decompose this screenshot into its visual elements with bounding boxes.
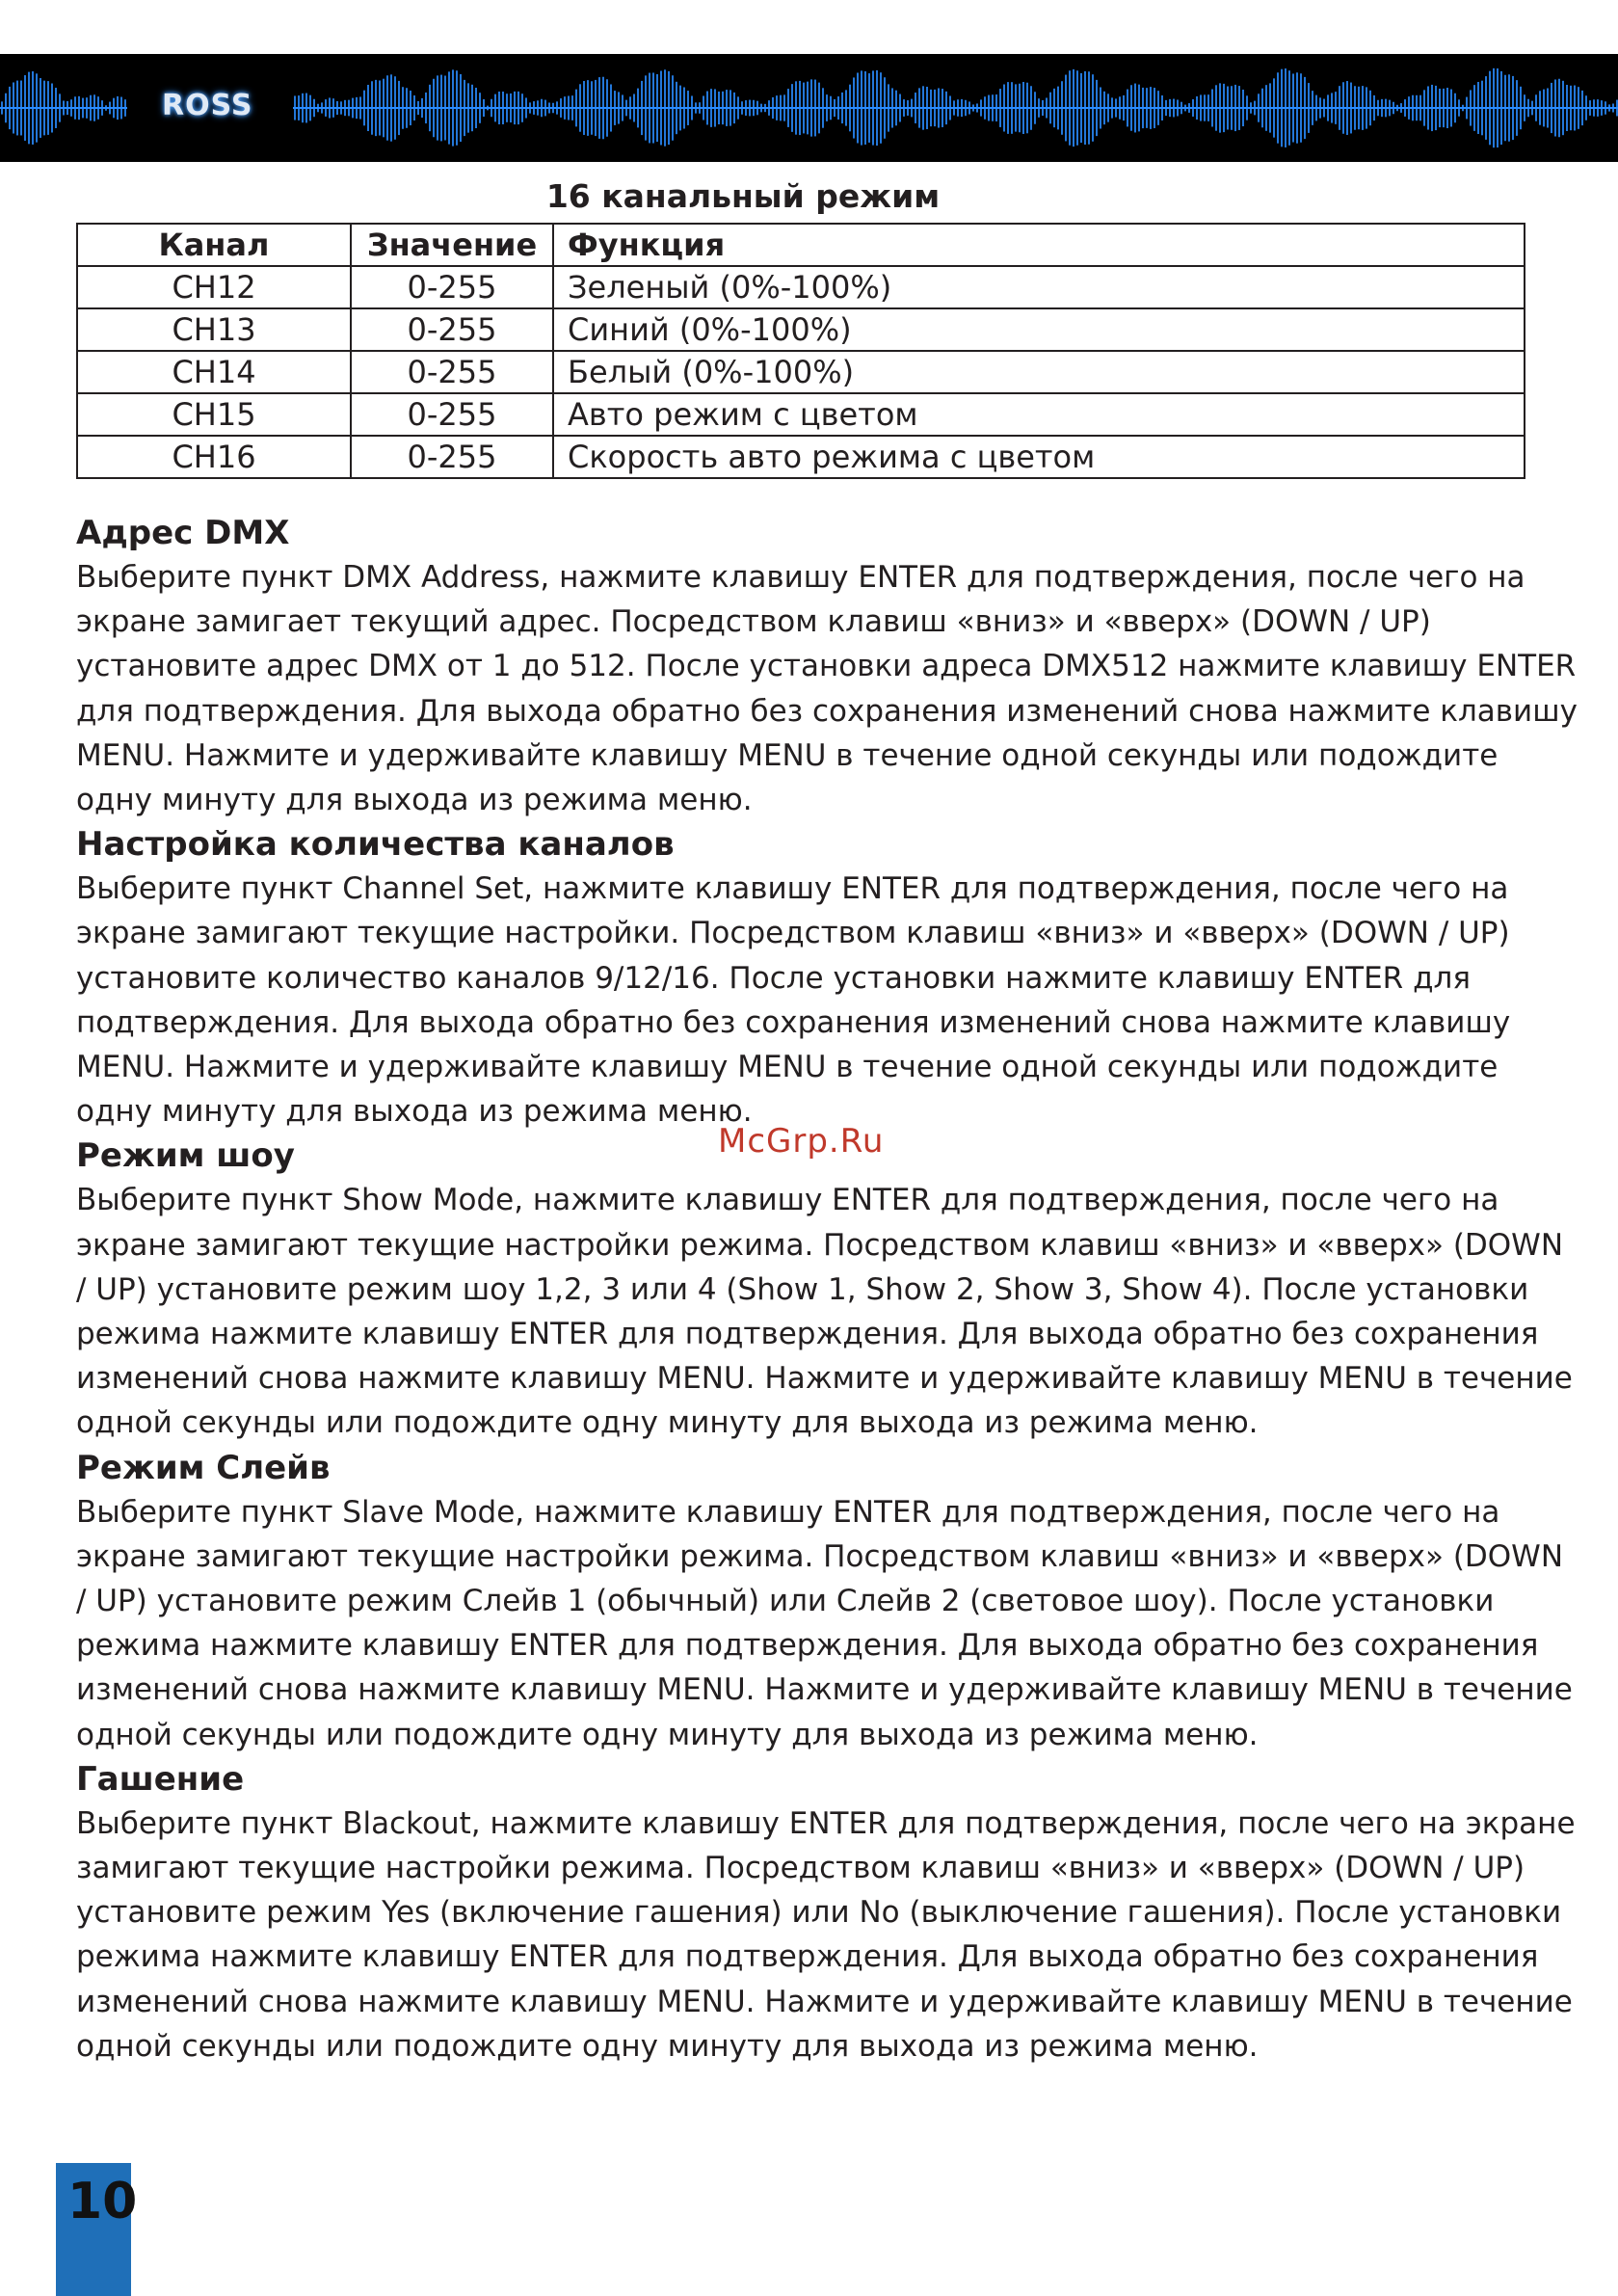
table-header-row: [77, 224, 1525, 266]
cell-function: Авто режим с цветом: [553, 393, 1525, 436]
table-row: [77, 351, 1525, 393]
cell-value: 0-255: [351, 436, 553, 478]
table-row: [77, 436, 1525, 478]
cell-function: Синий (0%-100%): [553, 308, 1525, 351]
channel-table: [76, 223, 1525, 479]
column-header-channel: Канал: [77, 224, 351, 266]
section-blackout: [76, 1757, 1579, 2069]
section-body: Выберите пункт Show Mode, нажмите клавишу ENTER для подтверждения, после чего на экране замигают текущие настройки режима. Посредством клавиш «вниз» и «вверх» (DOWN / UP) установите режим шоу 1,2, 3 или 4 (Show 1, Show 2, Show 3, Show 4). После установки режима нажмите клавишу ENTER для подтверждения. Для выхода обратно без сохранения изменений снова нажмите клавишу MENU. Нажмите и удерживайте клавишу MENU в течение одной секунды или подождите одну минуту для выхода из режима меню.: [76, 1183, 1573, 1441]
cell-function: Скорость авто режима с цветом: [553, 436, 1525, 478]
cell-function: Зеленый (0%-100%): [553, 266, 1525, 308]
cell-channel: CH16: [77, 436, 351, 478]
cell-channel: CH14: [77, 351, 351, 393]
section-show-mode: [76, 1134, 1579, 1445]
section-heading: Режим Слейв: [76, 1448, 331, 1487]
cell-channel: CH15: [77, 393, 351, 436]
cell-value: 0-255: [351, 266, 553, 308]
table-row: [77, 308, 1525, 351]
table-row: [77, 266, 1525, 308]
section-slave-mode: [76, 1446, 1579, 1757]
section-heading: Настройка количества каналов: [76, 825, 675, 865]
brand-logo: ROSS: [162, 89, 253, 122]
section-dmx-address: [76, 511, 1579, 822]
cell-value: 0-255: [351, 351, 553, 393]
section-channel-set: [76, 822, 1579, 1134]
column-header-function: Функция: [553, 224, 1525, 266]
section-body: Выберите пункт DMX Address, нажмите клавишу ENTER для подтверждения, после чего на экране замигает текущий адрес. Посредством клавиш «вниз» и «вверх» (DOWN / UP) установите адрес DMX от 1 до 512. После установки адреса DMX512 нажмите клавишу ENTER для подтверждения. Для выхода обратно без сохранения изменений снова нажмите клавишу MENU. Нажмите и удерживайте клавишу MENU в течение одной секунды или подождите одну минуту для выхода из режима меню.: [76, 560, 1578, 818]
watermark: McGrp.Ru: [718, 1122, 885, 1161]
cell-function: Белый (0%-100%): [553, 351, 1525, 393]
column-header-value: Значение: [351, 224, 553, 266]
cell-value: 0-255: [351, 393, 553, 436]
section-body: Выберите пункт Channel Set, нажмите клавишу ENTER для подтверждения, после чего на экране замигают текущие настройки. Посредством клавиш «вниз» и «вверх» (DOWN / UP) установите количество каналов 9/12/16. После установки нажмите клавишу ENTER для подтверждения. Для выхода обратно без сохранения изменений снова нажмите клавишу MENU. Нажмите и удерживайте клавишу MENU в течение одной секунды или подождите одну минуту для выхода из режима меню.: [76, 871, 1511, 1130]
cell-channel: CH13: [77, 308, 351, 351]
table-row: [77, 393, 1525, 436]
table-title: 16 канальный режим: [545, 177, 941, 215]
section-heading: Режим шоу: [76, 1136, 295, 1176]
section-body: Выберите пункт Slave Mode, нажмите клавишу ENTER для подтверждения, после чего на экране замигают текущие настройки режима. Посредством клавиш «вниз» и «вверх» (DOWN / UP) установите режим Слейв 1 (обычный) или Слейв 2 (световое шоу). После установки режима нажмите клавишу ENTER для подтверждения. Для выхода обратно без сохранения изменений снова нажмите клавишу MENU. Нажмите и удерживайте клавишу MENU в течение одной секунды или подождите одну минуту для выхода из режима меню.: [76, 1494, 1573, 1752]
page-number: 10: [67, 2173, 138, 2230]
section-heading: Адрес DMX: [76, 514, 290, 552]
section-heading: Гашение: [76, 1759, 245, 1799]
section-body: Выберите пункт Blackout, нажмите клавишу ENTER для подтверждения, после чего на экране замигают текущие настройки режима. Посредством клавиш «вниз» и «вверх» (DOWN / UP) установите режим Yes (включение гашения) или No (выключение гашения). После установки режима нажмите клавишу ENTER для подтверждения. Для выхода обратно без сохранения изменений снова нажмите клавишу MENU. Нажмите и удерживайте клавишу MENU в течение одной секунды или подождите одну минуту для выхода из режима меню.: [76, 1805, 1576, 2064]
cell-value: 0-255: [351, 308, 553, 351]
main-content: [76, 511, 1579, 2069]
cell-channel: CH12: [77, 266, 351, 308]
